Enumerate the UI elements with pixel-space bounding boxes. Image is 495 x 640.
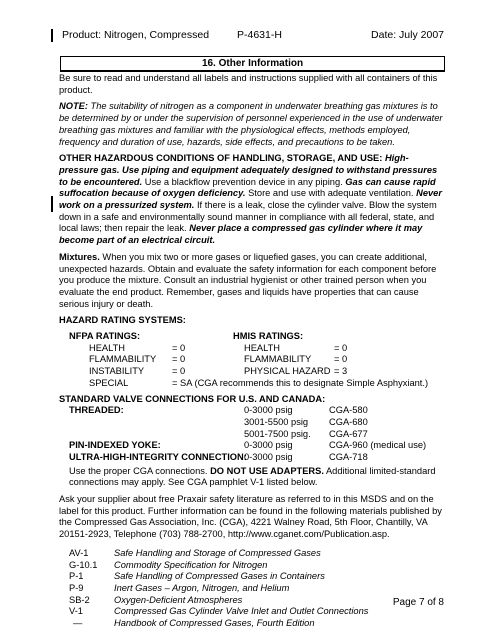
rating-row (59, 354, 444, 366)
publication-item (59, 560, 444, 572)
valve-note-bold: DO NOT USE ADAPTERS. (210, 465, 324, 476)
nfpa-heading: NFPA RATINGS: (69, 331, 141, 342)
publication-title: Safe Handling of Compressed Gases in Containers (114, 571, 325, 582)
nfpa-label: INSTABILITY (89, 366, 145, 377)
publication-item (59, 618, 444, 630)
nfpa-value: = 0 (172, 366, 186, 377)
page-header (62, 29, 444, 43)
valve-note-2: Additional limited-standard connections may apply. See CGA pamphlet V-1 listed below. (69, 465, 436, 488)
nfpa-label: FLAMMABILITY (89, 354, 157, 365)
valve-row (59, 417, 444, 429)
publication-code: AV-1 (69, 547, 89, 558)
mixtures-label: Mixtures. (59, 251, 100, 262)
valve-pressure: 0-3000 psig (244, 451, 293, 462)
hazard-rating-heading: HAZARD RATING SYSTEMS: (59, 315, 186, 326)
rating-row (59, 343, 444, 355)
hmis-value: = 0 (334, 354, 348, 365)
mixtures-paragraph (59, 252, 444, 311)
section-title: 16. Other Information (60, 56, 445, 72)
publication-title: Handbook of Compressed Gases, Fourth Edition (114, 617, 315, 628)
header-product: Product: Nitrogen, Compressed (62, 29, 210, 41)
hazards-text-3: If there is a leak, close the cylinder valve. Blow the system down in a safe and environmentally sound manner in compliance with all federal, state, and local laws; then repair the leak. (59, 200, 437, 234)
publication-item (59, 548, 444, 560)
valve-cga: CGA-677 (329, 428, 368, 439)
valve-type: THREADED: (69, 405, 124, 416)
valve-type: PIN-INDEXED YOKE: (69, 440, 161, 451)
hmis-label: FLAMMABILITY (244, 354, 312, 365)
valve-type: ULTRA-HIGH-INTEGRITY CONNECTION: (69, 451, 247, 462)
nfpa-value: = 0 (172, 354, 186, 365)
publication-title: Compressed Gas Cylinder Valve Inlet and Outlet Connections (114, 606, 369, 617)
note-paragraph (59, 101, 444, 148)
valve-row (59, 405, 444, 417)
publication-item (59, 606, 444, 618)
publication-item (59, 595, 444, 607)
hazards-text-2: Store and use with adequate ventilation. (248, 188, 414, 199)
publication-code: P-1 (69, 571, 84, 582)
supplier-paragraph: Ask your supplier about free Praxair safety literature as referred to in this MSDS and on the label for this product. Further information can be found in the following materials published by the Compressed Gas Association, Inc. (CGA), 4221 Walney Road, 5th Floor, Chantilly, VA 20151-2923, Telephone (703) 788-2700, http://www.cganet.com/Publication.asp. (59, 494, 442, 540)
hazards-bold-4: Never place a compressed gas cylinder where it may become part of an electrical circuit. (59, 223, 423, 246)
rating-row (59, 366, 444, 378)
nfpa-value: = SA (CGA recommends this to designate Simple Asphyxiant.) (172, 377, 429, 388)
publication-title: Oxygen-Deficient Atmospheres (114, 594, 243, 605)
page-number: Page 7 of 8 (392, 597, 444, 608)
note-label: NOTE: (59, 101, 88, 112)
hazards-paragraph (59, 153, 444, 247)
revision-bar (51, 196, 53, 212)
hazards-bold-1: High-pressure gas. Use piping and equipment adequately designed to withstand pressures to be encountered. (59, 153, 438, 187)
hmis-label: PHYSICAL HAZARD (244, 366, 331, 377)
mixtures-text: When you mix two or more gases or liquefied gases, you can create additional, unexpected hazards. Obtain and evaluate the safety information for each component before you produce the mixture. Consult an industrial hygienist or other trained person when you evaluate the end product. Remember, gases and liquids have properties that can cause serious injury or death. (59, 251, 437, 309)
valve-pressure: 3001-5500 psig (244, 416, 309, 427)
valve-row (59, 452, 444, 464)
hmis-heading: HMIS RATINGS: (233, 331, 304, 342)
publication-code: SB-2 (69, 594, 90, 605)
rating-row (59, 378, 444, 390)
hazards-text-1: Use a blackflow prevention device in any piping. (144, 176, 343, 187)
note-text: The suitability of nitrogen as a component in underwater breathing gas mixtures is to be determined by or under the supervision of personnel experienced in the use of underwater breathing gas mixtures and familiar with the physiological effects, methods employed, frequency and duration of use, hazards, side effects, and precautions to be taken. (59, 101, 443, 147)
publication-list (59, 548, 444, 630)
valve-note-1: Use the proper CGA connections. (69, 465, 208, 476)
hmis-value: = 0 (334, 342, 348, 353)
valve-pressure: 0-3000 psig (244, 440, 293, 451)
header-date: Date: July 2007 (371, 29, 444, 41)
publication-code: G-10.1 (69, 559, 98, 570)
hazards-bold-3: Never work on a pressurized system. (59, 188, 442, 211)
publication-title: Commodity Specification for Nitrogen (114, 559, 268, 570)
valve-pressure: 5001-7500 psig. (244, 428, 311, 439)
hmis-label: HEALTH (244, 342, 280, 353)
publication-code: — (73, 617, 83, 628)
valve-cga: CGA-718 (329, 451, 368, 462)
valve-cga: CGA-680 (329, 416, 368, 427)
section-body (59, 73, 444, 630)
publication-item (59, 571, 444, 583)
publication-code: P-9 (69, 582, 84, 593)
valve-pressure: 0-3000 psig (244, 405, 293, 416)
publication-title: Inert Gases – Argon, Nitrogen, and Helium (114, 582, 290, 593)
hazards-bold-2: Gas can cause rapid suffocation because of oxygen deficiency. (59, 176, 436, 199)
valve-cga: CGA-960 (medical use) (329, 440, 427, 451)
nfpa-value: = 0 (172, 342, 186, 353)
nfpa-label: HEALTH (89, 342, 125, 353)
intro-text: Be sure to read and understand all labels and instructions supplied with all containers of this product. (59, 73, 438, 95)
hmis-value: = 3 (334, 366, 348, 377)
valve-row (59, 440, 444, 452)
valve-row (59, 429, 444, 441)
publication-code: V-1 (69, 606, 83, 617)
revision-bar (51, 29, 53, 42)
valve-note (69, 466, 444, 489)
valve-cga: CGA-580 (329, 405, 368, 416)
valve-heading: STANDARD VALVE CONNECTIONS FOR U.S. AND CANADA: (59, 393, 326, 404)
publication-item (59, 583, 444, 595)
ratings-heading-row (59, 331, 444, 343)
header-doc-id: P-4631-H (237, 29, 282, 41)
nfpa-label: SPECIAL (89, 377, 129, 388)
hazards-heading: OTHER HAZARDOUS CONDITIONS OF HANDLING, STORAGE, AND USE: (59, 153, 383, 164)
publication-title: Safe Handling and Storage of Compressed Gases (114, 547, 321, 558)
